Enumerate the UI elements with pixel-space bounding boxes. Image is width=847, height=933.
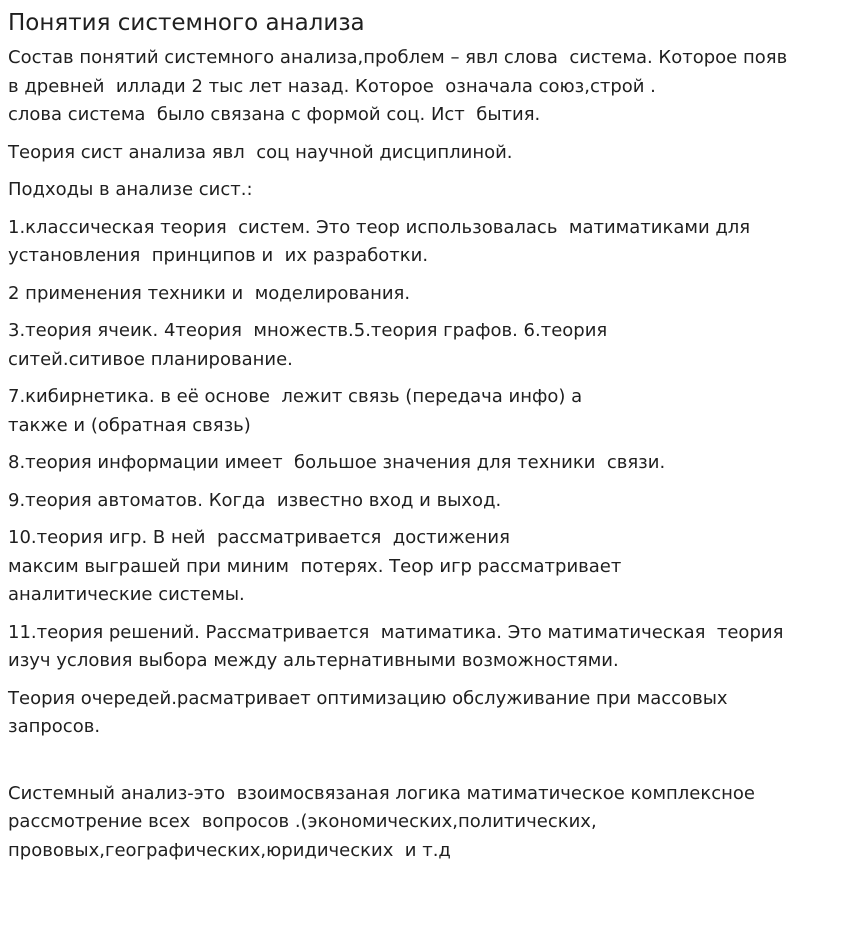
document-body: [8, 44, 839, 865]
text-line: максим выграшей при миним потерях. Теор игр рассматривает: [8, 555, 622, 577]
text-line: ситей.ситивое планирование.: [8, 348, 293, 370]
paragraph: [8, 383, 839, 440]
text-line: Теория сист анализа явл соц научной дисциплиной.: [8, 141, 513, 163]
text-line: 2 применения техники и моделирования.: [8, 282, 411, 304]
text-line: также и (обратная связь): [8, 414, 251, 436]
text-line: 11.теория решений. Рассматривается матиматика. Это матиматическая теория: [8, 621, 784, 643]
text-line: установления принципов и их разработки.: [8, 245, 429, 266]
text-line: 3.теория ячеик. 4теория множеств.5.теория графов. 6.теория: [8, 320, 608, 341]
text-line: 7.кибирнетика. в её основе лежит связь (передача инфо) а: [8, 386, 583, 407]
text-line: 10.теория игр. В ней рассматривается достижения: [8, 527, 510, 548]
text-line: запросов.: [8, 716, 101, 737]
paragraph: [8, 685, 839, 742]
text-line: 9.теория автоматов. Когда известно вход и выход.: [8, 489, 502, 511]
text-line: в древней иллади 2 тыс лет назад. Которое означала союз,строй .: [8, 75, 656, 97]
text-line: аналитические системы.: [8, 584, 245, 605]
paragraph: [8, 619, 839, 676]
text-line: рассмотрение всех вопросов .(экономических,политических,: [8, 811, 597, 832]
text-line: слова система было связана с формой соц. Ист бытия.: [8, 104, 541, 125]
paragraph: [8, 176, 839, 205]
text-line: Теория очередей.расматривает оптимизацию обслуживание при массовых: [8, 687, 728, 709]
page-title: Понятия системного анализа: [8, 10, 365, 36]
text-line: Состав понятий системного анализа,проблем – явл слова система. Которое появ: [8, 47, 788, 68]
paragraph: [8, 139, 839, 168]
text-line: Системный анализ-это взоимосвязаная логика матиматическое комплексное: [8, 782, 755, 804]
text-line: 8.теория информации имеет большое значения для техники связи.: [8, 452, 666, 473]
text-line: Подходы в анализе сист.:: [8, 179, 253, 200]
paragraph: [8, 317, 839, 374]
paragraph: [8, 44, 839, 130]
text-line: прововых,географических,юридических и т.д: [8, 839, 451, 861]
paragraph: [8, 449, 839, 478]
paragraph: [8, 214, 839, 271]
paragraph: [8, 487, 839, 516]
text-line: 1.классическая теория систем. Это теор использовалась матиматиками для: [8, 216, 751, 238]
paragraph: [8, 280, 839, 309]
text-line: изуч условия выбора между альтернативными возможностями.: [8, 650, 619, 671]
paragraph: [8, 524, 839, 610]
paragraph: [8, 780, 839, 866]
